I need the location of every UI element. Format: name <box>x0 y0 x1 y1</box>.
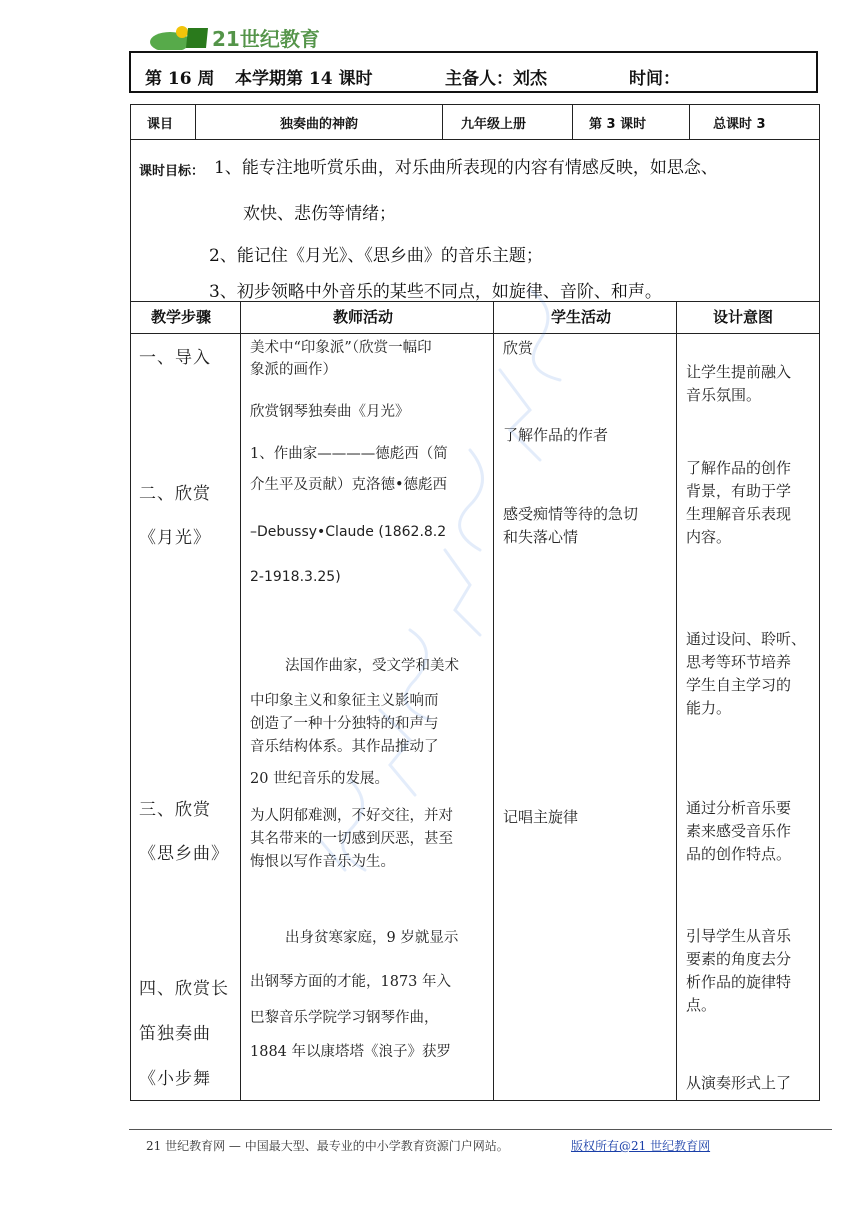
teacher-line: 1884 年以康塔塔《浪子》获罗 <box>250 1044 452 1060</box>
teacher-line: 其名带来的一切感到厌恶，甚至 <box>250 831 453 847</box>
intent-line: 生理解音乐表现 <box>686 505 792 523</box>
step-minuet: 《小步舞 <box>139 1069 211 1089</box>
footer-copyright-link[interactable]: 版权所有@21 世纪教育网 <box>571 1139 711 1153</box>
header-lesson: 本学期第 14 课时 <box>235 69 373 89</box>
student-line: 和失落心情 <box>503 528 579 546</box>
teacher-line: 音乐结构体系。其作品推动了 <box>250 739 439 755</box>
step-homesick-title: 《思乡曲》 <box>139 844 229 864</box>
intent-line: 析作品的旋律特 <box>686 973 792 991</box>
header-week: 第 16 周 <box>145 69 215 89</box>
objective-1-cont: 欢快、悲伤等情绪； <box>243 204 396 224</box>
header-time: 时间： <box>629 69 680 89</box>
intent-line: 要素的角度去分 <box>686 950 792 968</box>
step-moonlight: 二、欣赏 <box>139 484 211 504</box>
lesson-number: 第 3 课时 <box>589 117 647 132</box>
teacher-line: 出身贫寒家庭，9 岁就显示 <box>285 930 459 946</box>
intent-line: 学生自主学习的 <box>686 676 792 694</box>
subject-title: 独奏曲的神韵 <box>280 117 359 132</box>
teacher-line: –Debussy•Claude (1862.8.2 <box>250 524 447 540</box>
intent-line: 素来感受音乐作 <box>686 822 792 840</box>
teacher-line: 20 世纪音乐的发展。 <box>250 771 390 787</box>
teacher-line: 法国作曲家，受文学和美术 <box>285 658 459 674</box>
intent-line: 通过分析音乐要 <box>686 799 792 817</box>
student-line: 感受痴情等待的急切 <box>503 505 639 523</box>
teacher-line: 1、作曲家————德彪西（简 <box>250 446 448 462</box>
teacher-line: 象派的画作） <box>250 362 337 378</box>
teacher-line: 2-1918.3.25) <box>250 569 341 585</box>
grade: 九年级上册 <box>461 117 527 132</box>
intent-line: 思考等环节培养 <box>686 653 792 671</box>
intent-line: 音乐氛围。 <box>686 386 762 404</box>
footer-divider <box>129 1129 832 1130</box>
intent-line: 了解作品的创作 <box>686 459 792 477</box>
subject-label: 课目 <box>147 117 174 132</box>
header-intent: 设计意图 <box>713 308 774 326</box>
student-line: 了解作品的作者 <box>503 426 609 444</box>
svg-text:21世纪教育: 21世纪教育 <box>212 27 320 50</box>
objective-1: 1、能专注地听赏乐曲，对乐曲所表现的内容有情感反映，如思念、 <box>214 158 718 178</box>
intent-line: 从演奏形式上了 <box>686 1074 792 1092</box>
teacher-line: 为人阴郁难测，不好交往，并对 <box>250 808 453 824</box>
student-line: 欣赏 <box>503 339 534 357</box>
site-logo <box>148 24 338 50</box>
header-preparer: 主备人：刘杰 <box>445 69 547 89</box>
intent-line: 内容。 <box>686 528 732 546</box>
intent-line: 引导学生从音乐 <box>686 927 792 945</box>
teacher-line: 美术中“印象派”（欣赏一幅印 <box>250 340 432 356</box>
header-teacher: 教师活动 <box>333 308 394 326</box>
header-steps: 教学步骤 <box>151 308 212 326</box>
teacher-line: 欣赏钢琴独奏曲《月光》 <box>250 404 410 420</box>
intent-line: 点。 <box>686 996 717 1014</box>
step-moonlight-title: 《月光》 <box>139 528 211 548</box>
objectives-label: 课时目标： <box>139 164 205 179</box>
intent-line: 品的创作特点。 <box>686 845 792 863</box>
header-student: 学生活动 <box>551 308 612 326</box>
teacher-line: 中印象主义和象征主义影响而 <box>250 693 439 709</box>
intent-line: 背景，有助于学 <box>686 482 792 500</box>
teacher-line: 巴黎音乐学院学习钢琴作曲， <box>250 1010 439 1026</box>
header-box <box>129 51 818 93</box>
intent-line: 让学生提前融入 <box>686 363 792 381</box>
step-homesick: 三、欣赏 <box>139 800 211 820</box>
objective-2: 2、能记住《月光》、《思乡曲》的音乐主题； <box>209 246 543 266</box>
teacher-line: 悔恨以写作音乐为生。 <box>250 854 395 870</box>
intent-line: 能力。 <box>686 699 732 717</box>
step-intro: 一、导入 <box>139 348 211 368</box>
teacher-line: 介生平及贡献）克洛德•德彪西 <box>250 477 448 493</box>
objective-3: 3、初步领略中外音乐的某些不同点，如旋律、音阶、和声。 <box>209 282 662 302</box>
step-flute: 四、欣赏长 <box>139 979 229 999</box>
teacher-line: 出钢琴方面的才能，1873 年入 <box>250 974 452 990</box>
total-lessons: 总课时 3 <box>713 117 766 132</box>
intent-line: 通过设问、聆听、 <box>686 630 807 648</box>
footer-site-text: 21 世纪教育网 — 中国最大型、最专业的中小学教育资源门户网站。 <box>146 1139 509 1153</box>
teacher-line: 创造了一种十分独特的和声与 <box>250 716 439 732</box>
step-flute-cont: 笛独奏曲 <box>139 1024 211 1044</box>
student-line: 记唱主旋律 <box>503 808 579 826</box>
